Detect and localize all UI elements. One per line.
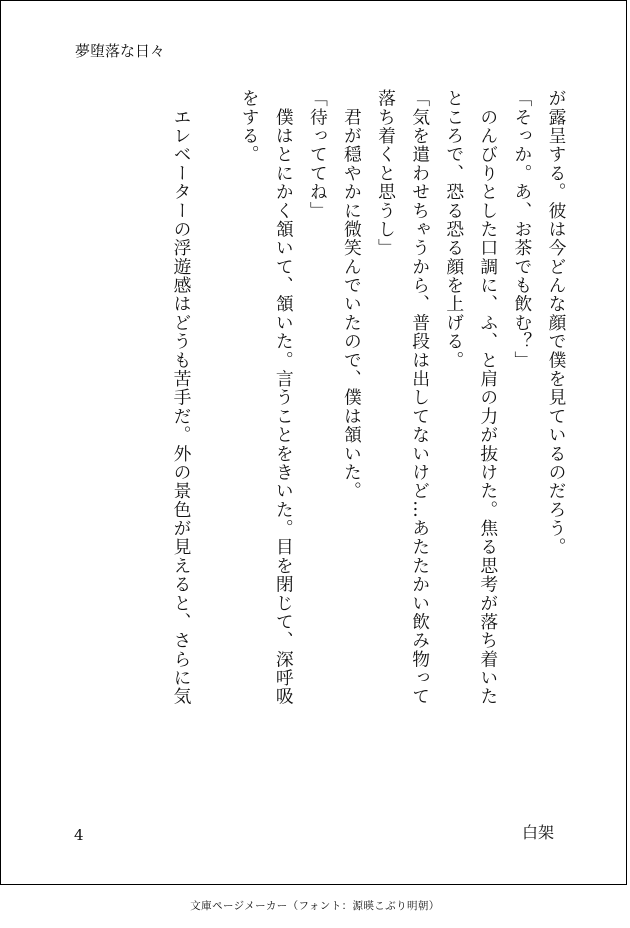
- text-line: 落ち着くと思うし」: [375, 89, 397, 258]
- author-name: 白架: [521, 823, 554, 842]
- page-number: 4: [74, 826, 84, 844]
- text-line: 君が穏やかに微笑んでいたので、僕は頷いた。: [341, 89, 363, 501]
- vertical-text-body: [71, 89, 573, 797]
- text-line: をする。: [239, 89, 261, 164]
- text-line: エレベーターの浮遊感はどうも苦手だ。外の景色が見えると、さらに気: [170, 89, 192, 706]
- text-line: 僕はとにかく頷いて、頷いた。言うことをきいた。目を閉じて、深呼吸: [273, 89, 295, 706]
- blank-line: [198, 89, 232, 797]
- text-line: 「そっか。あ、お茶でも飲む？」: [511, 89, 533, 370]
- text-line: 「気を遣わせちゃうから、普段は出してないけど…あたたかい飲み物って: [409, 89, 431, 706]
- generator-caption: 文庫ページメーカー（フォント：源暎こぶり明朝）: [190, 900, 440, 912]
- text-line: のんびりとした口調に、ふ、と肩の力が抜けた。焦る思考が落ち着いた: [477, 89, 499, 706]
- page-title: 夢堕落な日々: [75, 42, 166, 60]
- text-line: 「待っててね」: [307, 89, 329, 220]
- text-line: が露呈する。彼は今どんな顔で僕を見ているのだろう。: [546, 89, 567, 557]
- text-line: ところで、恐る恐る顔を上げる。: [443, 89, 465, 370]
